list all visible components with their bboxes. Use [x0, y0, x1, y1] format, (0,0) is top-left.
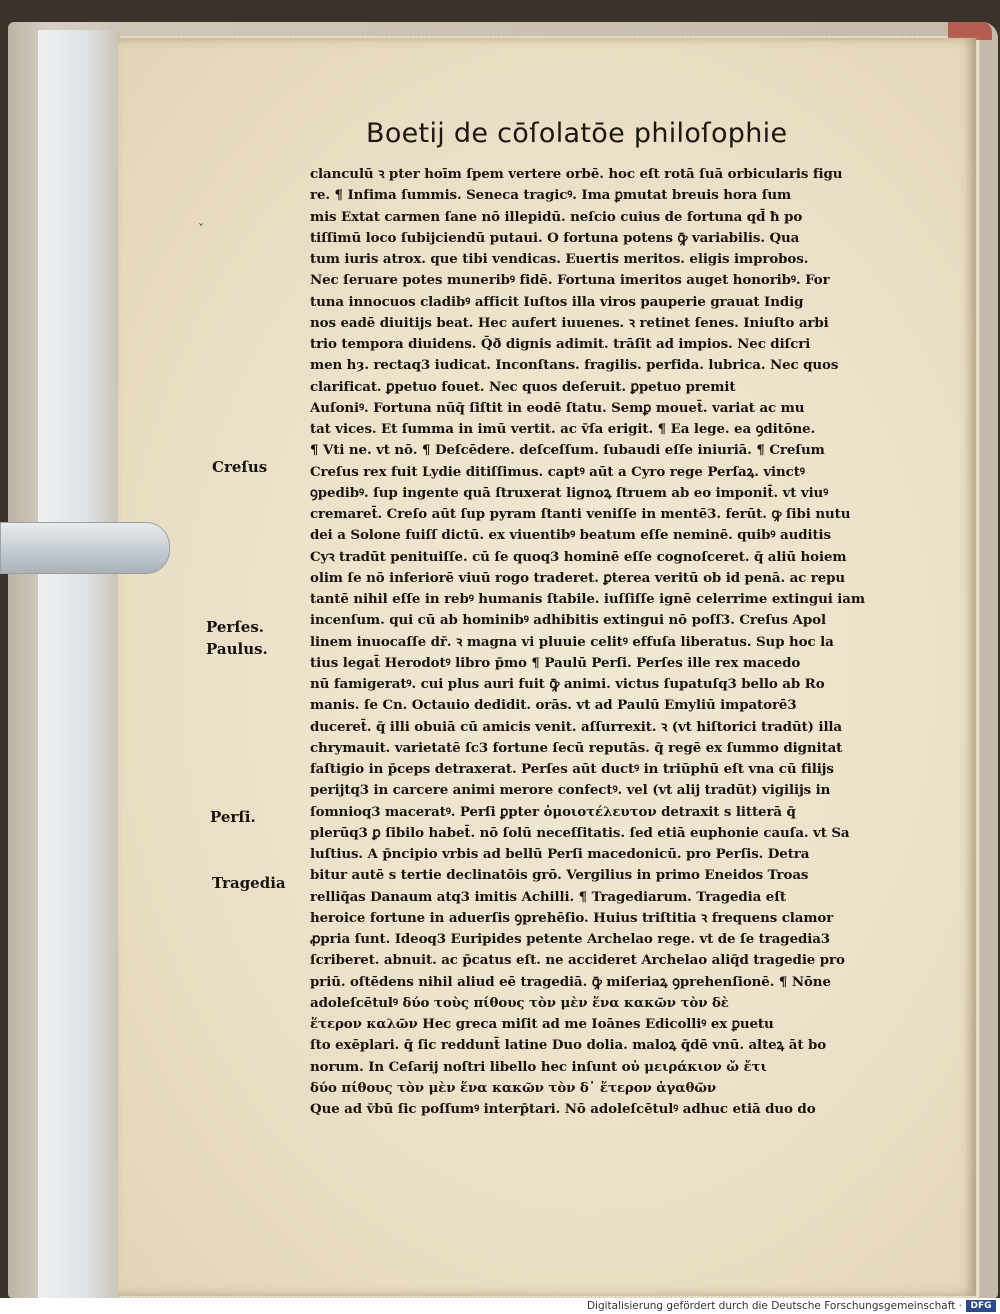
- text-line: Nec ſeruare potes muneribꝰ fidē. Fortuna imeritos auget honoribꝰ. For: [310, 272, 830, 289]
- text-line: relliq̄as Danaum atq3 imitis Achilli. ¶ Tragediarum. Tragedia eſt: [310, 888, 786, 905]
- text-line: tat vices. Et ſumma in imū vertit. ac v̄ſa erigit. ¶ Ea lege. ea ꝯditōne.: [310, 421, 816, 437]
- text-line: tum iuris atrox. que tibi vendicas. Euertis meritos. eligis improbos.: [310, 251, 809, 267]
- text-line: incenſum. qui cū ab hominibꝰ adhibitis extingui nō poſſ3. Creſus Apol: [310, 612, 826, 629]
- text-line: faſtigio in p̄ceps detraxerat. Perſes aūt ductꝰ in triūphū eſt vna cū filijs: [310, 761, 834, 777]
- marginal-note-perses: Perſes.: [206, 618, 264, 636]
- text-line: tius legat̄ Herodotꝰ libro p̄mo ¶ Paulū Perſi. Perſes ille rex macedo: [310, 654, 801, 671]
- text-line: bitur autē s tertie declinatōis grō. Vergilius in primo Eneidos Troas: [310, 867, 809, 884]
- text-line: chrymauit. varietatē ſc3 fortune ſecū reputās. q̄ regē ex ſummo dignitat: [310, 739, 843, 756]
- text-line: Auſoniꝰ. Fortuna nūq̄ ſiſtit in eodē ſtatu. Semꝑ mouet̄. variat ac mu: [310, 399, 805, 416]
- text-line: plerūq3 ꝑ ſibilo habet̄. nō ſolū neceſſitatis. ſed etiā euphonie cauſa. vt Sa: [310, 824, 850, 841]
- text-line: clarificat. ꝑpetuo fouet. Nec quos deſeruit. ꝑpetuo premit: [310, 378, 736, 395]
- page-title: Boetij de cōſolatōe philoſophie: [366, 118, 788, 149]
- text-line: Que ad v̄bū ſic poſſumꝰ interp̄tari. Nō adoleſcētulꝰ adhuc etiā duo do: [310, 1101, 816, 1117]
- text-line: tantē nihil eſſe in rebꝰ humanis ſtabile. iuſſiſſe ignē celerrime extingui iam: [310, 591, 865, 607]
- text-line: re. ¶ Infima ſummis. Seneca tragicꝰ. Ima ꝑmutat breuis hora ſum: [310, 187, 792, 204]
- text-line: ſto exēplari. q̄ ſic reddunt̄ latine Duo dolia. maloꝝ q̄dē vnū. alteꝝ āt bo: [310, 1037, 827, 1054]
- text-line: clanculū ꝛ pter hoīm ſpem vertere orbē. hoc eſt rotā ſuā orbicularis figu: [310, 166, 843, 182]
- marginal-note-paulus: Paulus.: [206, 640, 268, 658]
- text-line: heroice fortune in aduerſis ꝯprehēſio. Huius triſtitia ꝛ frequens clamor: [310, 909, 834, 926]
- marginal-note-tragedia: Tragedia: [212, 874, 286, 892]
- footer-credit: Digitalisierung gefördert durch die Deutsche Forschungsgemeinschaft ·: [586, 1300, 962, 1312]
- text-line: trio tempora diuidens. Q̄ð dignis adimit. trāſit ad impios. Nec diſcri: [310, 336, 811, 352]
- text-line: cremaret̄. Creſo aūt ſup pyram ſtanti veniſſe in mentē3. ferūt. ꝙ ſibi nutu: [310, 506, 851, 522]
- bookmark-tab: [0, 522, 170, 574]
- text-line: priū. oſtēdens nihil aliud eē tragediā. ꝙ̄ miſeriaꝝ ꝯprehenſionē. ¶ Nōne: [310, 973, 831, 990]
- text-block: [310, 164, 870, 1120]
- text-line: olim ſe nō inferiorē viuū rogo traderet. ꝑterea veritū ob id penā. ac repu: [310, 569, 846, 586]
- text-line: tuna innocuos cladibꝰ afficit Iuſtos illa viros pauperie grauat Indig: [310, 293, 804, 310]
- dfg-logo: DFG: [966, 1300, 996, 1312]
- ink-mark: ˇ: [198, 222, 204, 236]
- text-line: ἕτερον καλῶν Hec greca miſit ad me Ioānes Edicolliꝰ ex ꝑuetu: [310, 1016, 774, 1032]
- text-line: mis Extat carmen ſane nō illepidū. neſcio cuius de fortuna qd̄ ħ po: [310, 208, 803, 225]
- text-line: dei a Solone fuiſſ dictū. ex viuentibꝰ beatum eſſe neminē. quibꝰ auditis: [310, 527, 831, 544]
- text-line: ꝓpria ſunt. Ideoq3 Euripides petente Archelao rege. vt de ſe tragedia3: [310, 931, 831, 947]
- text-line: Creſus rex fuit Lydie ditiſſimus. captꝰ aūt a Cyro rege Perſaꝝ. vinctꝰ: [310, 463, 805, 480]
- text-line: duceret̄. q̄ illi obuiā cū amicis venit. aſſurrexit. ꝛ (vt hiſtorici tradūt) illa: [310, 718, 842, 735]
- text-line: perijtq3 in carcere animi merore confectꝰ. vel (vt alij tradūt) vigilijs in: [310, 782, 831, 799]
- text-line: ¶ Vti ne. vt nō. ¶ Deſcēdere. deſceſſum. ſubaudi eſſe iniuriā. ¶ Creſum: [310, 442, 825, 459]
- text-line: ſomnioq3 maceratꝰ. Perſi ꝑpter ὁμοιοτέλευτον detraxit s litterā q̄: [310, 803, 796, 820]
- gutter-strip: [38, 30, 120, 1298]
- marginal-note-cresus: Creſus: [212, 458, 268, 476]
- text-line: ſcriberet. abnuit. ac p̄catus eſt. ne accideret Archelao aliq̄d tragedie pro: [310, 952, 845, 969]
- text-line: Cyꝛ tradūt penituiſſe. cū ſe quoq3 hominē eſſe cognoſceret. q̄ aliū hoiem: [310, 548, 847, 565]
- text-line: tiſſimū loco ſubijciendū putaui. O fortuna potens ꝙ̄ variabilis. Qua: [310, 229, 800, 246]
- text-line: linem inuocaſſe dr̄. ꝛ magna vi pluuie celitꝰ effuſa liberatus. Sup hoc la: [310, 633, 834, 650]
- text-line: luſtius. A p̄ncipio vrbis ad bellū Perſi macedonicū. pro Perſis. Detra: [310, 846, 810, 862]
- text-line: ꝯpedibꝰ. ſup ingente quā ſtruxerat lignoꝝ ſtruem ab eo imponit̄. vt viuꝰ: [310, 484, 829, 501]
- text-line: δύο πίθους τὸν μὲν ἕνα κακῶν τὸν δ᾽ ἕτερον ἀγαθῶν: [310, 1079, 717, 1096]
- text-line: adoleſcētulꝰ δύο τοὺς πίθους τὸν μὲν ἕνα κακῶν τὸν δὲ: [310, 994, 729, 1011]
- text-line: manis. ſe Cn. Octauio dedidit. orās. vt ad Paulū Emyliū impatorē3: [310, 697, 797, 714]
- text-line: men hȝ. rectaq3 iudicat. Inconſtans. fragilis. perfida. lubrica. Nec quos: [310, 357, 839, 374]
- text-line: norum. In Ceſarij noſtri libello hec inſunt οὐ μειράκιον ὤ ἔτι: [310, 1058, 767, 1075]
- text-line: nū famigeratꝰ. cui plus auri fuit ꝙ̄ animi. victus ſupatuſq3 bello ab Ro: [310, 676, 825, 692]
- marginal-note-persi: Perſi.: [210, 808, 256, 826]
- text-line: nos eadē diuitijs beat. Hec aufert iuuenes. ꝛ retinet ſenes. Iniuſto arbi: [310, 314, 829, 331]
